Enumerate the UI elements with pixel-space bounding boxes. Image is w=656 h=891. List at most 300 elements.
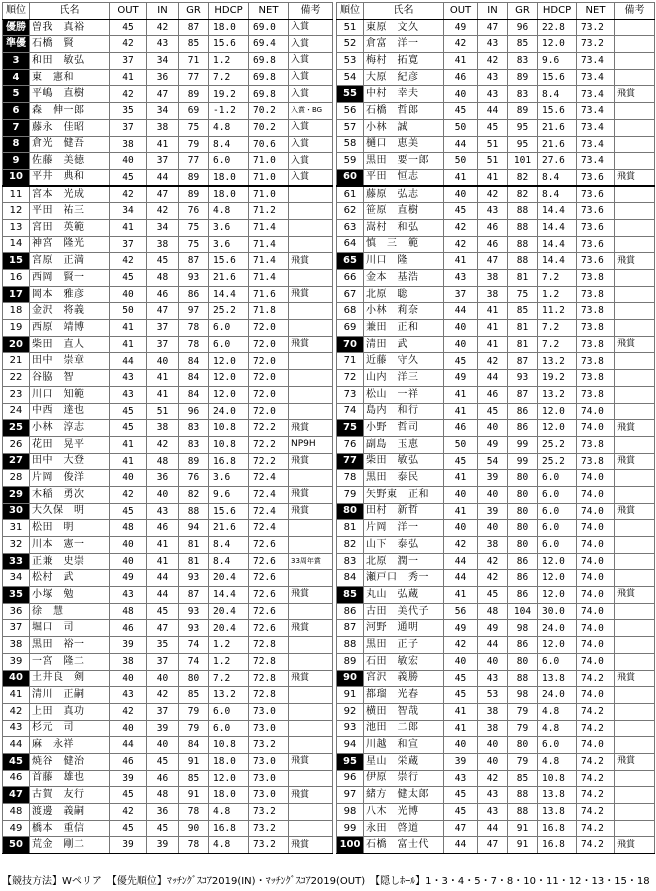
- net-cell: 74.2: [577, 820, 615, 837]
- out-cell: 42: [110, 36, 147, 53]
- hdcp-cell: 6.0: [209, 336, 249, 353]
- rank-cell: 54: [337, 69, 364, 86]
- in-cell: 43: [478, 787, 508, 804]
- net-cell: 73.0: [249, 703, 289, 720]
- net-cell: 74.0: [577, 603, 615, 620]
- in-cell: 44: [478, 637, 508, 654]
- net-cell: 73.2: [577, 19, 615, 36]
- net-cell: 69.8: [249, 53, 289, 70]
- note-cell: 飛賞: [615, 587, 655, 604]
- name-cell: 岡本 雅彦: [30, 286, 110, 303]
- table-row: [337, 420, 655, 437]
- note-cell: [615, 236, 655, 253]
- out-cell: 40: [110, 153, 147, 170]
- hdcp-cell: 8.4: [209, 537, 249, 554]
- name-cell: 松村 武: [30, 570, 110, 587]
- in-cell: 43: [478, 36, 508, 53]
- in-cell: 41: [147, 553, 179, 570]
- name-cell: 田中 崇章: [30, 353, 110, 370]
- header-name: 氏名: [364, 3, 444, 20]
- name-cell: 兼田 正和: [364, 320, 444, 337]
- rank-cell: 21: [3, 353, 30, 370]
- rank-cell: 92: [337, 703, 364, 720]
- net-cell: 73.8: [577, 320, 615, 337]
- table-row: [3, 119, 333, 136]
- rank-cell: 36: [3, 603, 30, 620]
- name-cell: 小野 哲司: [364, 420, 444, 437]
- net-cell: 71.8: [249, 303, 289, 320]
- rank-cell: 50: [3, 837, 30, 854]
- rank-cell: 86: [337, 603, 364, 620]
- gr-cell: 96: [179, 403, 209, 420]
- net-cell: 74.0: [577, 486, 615, 503]
- rank-cell: 17: [3, 286, 30, 303]
- gr-cell: 80: [508, 503, 538, 520]
- out-cell: 45: [444, 353, 478, 370]
- in-cell: 47: [478, 253, 508, 270]
- table-row: [3, 837, 333, 854]
- net-cell: 74.2: [577, 837, 615, 854]
- note-cell: [615, 537, 655, 554]
- gr-cell: 82: [508, 186, 538, 203]
- note-cell: 飛賞: [289, 336, 333, 353]
- note-cell: [289, 270, 333, 287]
- name-cell: 黒田 泰民: [364, 470, 444, 487]
- gr-cell: 83: [508, 86, 538, 103]
- rank-cell: 47: [3, 787, 30, 804]
- note-cell: [615, 103, 655, 120]
- note-cell: 飛賞: [615, 420, 655, 437]
- gr-cell: 78: [179, 320, 209, 337]
- net-cell: 72.8: [249, 653, 289, 670]
- net-cell: 73.0: [249, 720, 289, 737]
- hdcp-cell: 11.2: [538, 303, 577, 320]
- name-cell: 石田 敏宏: [364, 653, 444, 670]
- out-cell: 42: [110, 86, 147, 103]
- hdcp-cell: 7.2: [538, 320, 577, 337]
- gr-cell: 89: [179, 86, 209, 103]
- note-cell: 入賞: [289, 86, 333, 103]
- rank-cell: 85: [337, 587, 364, 604]
- net-cell: 74.2: [577, 770, 615, 787]
- note-cell: [615, 820, 655, 837]
- hdcp-cell: 6.0: [538, 470, 577, 487]
- net-cell: 73.8: [577, 303, 615, 320]
- out-cell: 39: [110, 637, 147, 654]
- in-cell: 51: [147, 403, 179, 420]
- out-cell: 45: [110, 19, 147, 36]
- note-cell: [615, 720, 655, 737]
- net-cell: 71.2: [249, 203, 289, 220]
- gr-cell: 87: [508, 386, 538, 403]
- rank-cell: 89: [337, 653, 364, 670]
- gr-cell: 85: [179, 687, 209, 704]
- note-cell: [615, 687, 655, 704]
- net-cell: 72.6: [249, 620, 289, 637]
- in-cell: 43: [147, 36, 179, 53]
- in-cell: 41: [147, 386, 179, 403]
- gr-cell: 91: [508, 837, 538, 854]
- gr-cell: 80: [508, 520, 538, 537]
- net-cell: 73.4: [577, 136, 615, 153]
- hdcp-cell: 13.2: [538, 353, 577, 370]
- hdcp-cell: 14.4: [538, 219, 577, 236]
- table-row: [337, 219, 655, 236]
- header-note: 備考: [289, 3, 333, 20]
- gr-cell: 86: [179, 286, 209, 303]
- gr-cell: 81: [179, 553, 209, 570]
- table-row: [3, 336, 333, 353]
- in-cell: 39: [478, 503, 508, 520]
- hdcp-cell: 8.4: [538, 186, 577, 203]
- name-cell: 金沢 将義: [30, 303, 110, 320]
- name-cell: 八木 光博: [364, 804, 444, 821]
- table-row: [3, 53, 333, 70]
- name-cell: 藤原 弘志: [364, 186, 444, 203]
- net-cell: 74.0: [577, 470, 615, 487]
- note-cell: [615, 403, 655, 420]
- net-cell: 73.2: [577, 36, 615, 53]
- out-cell: 46: [444, 420, 478, 437]
- in-cell: 49: [478, 436, 508, 453]
- out-cell: 39: [110, 770, 147, 787]
- out-cell: 40: [444, 86, 478, 103]
- out-cell: 45: [110, 787, 147, 804]
- in-cell: 40: [478, 420, 508, 437]
- header-row: [3, 3, 333, 20]
- rank-cell: 49: [3, 820, 30, 837]
- note-cell: [615, 703, 655, 720]
- out-cell: 49: [444, 19, 478, 36]
- in-cell: 38: [478, 703, 508, 720]
- hdcp-cell: 6.0: [538, 503, 577, 520]
- gr-cell: 86: [508, 570, 538, 587]
- in-cell: 34: [147, 103, 179, 120]
- rank-cell: 97: [337, 787, 364, 804]
- name-cell: 川口 隆: [364, 253, 444, 270]
- table-row: [337, 653, 655, 670]
- net-cell: 73.4: [577, 86, 615, 103]
- rank-cell: 41: [3, 687, 30, 704]
- gr-cell: 75: [179, 119, 209, 136]
- rank-cell: 準優: [3, 36, 30, 53]
- note-cell: [615, 320, 655, 337]
- in-cell: 42: [147, 19, 179, 36]
- table-row: [337, 720, 655, 737]
- net-cell: 72.6: [249, 570, 289, 587]
- net-cell: 74.0: [577, 587, 615, 604]
- rank-cell: 70: [337, 336, 364, 353]
- note-cell: 入賞: [289, 136, 333, 153]
- table-row: [3, 503, 333, 520]
- note-cell: 飛賞: [615, 503, 655, 520]
- rank-cell: 58: [337, 136, 364, 153]
- out-cell: 40: [110, 286, 147, 303]
- gr-cell: 76: [179, 203, 209, 220]
- rank-cell: 39: [3, 653, 30, 670]
- hdcp-cell: 3.6: [209, 236, 249, 253]
- out-cell: 37: [110, 236, 147, 253]
- in-cell: 51: [478, 136, 508, 153]
- in-cell: 47: [147, 86, 179, 103]
- name-cell: 上田 真功: [30, 703, 110, 720]
- gr-cell: 83: [179, 436, 209, 453]
- gr-cell: 86: [508, 553, 538, 570]
- gr-cell: 75: [179, 236, 209, 253]
- note-cell: [615, 136, 655, 153]
- net-cell: 74.2: [577, 670, 615, 687]
- hdcp-cell: 3.6: [209, 219, 249, 236]
- net-cell: 72.6: [249, 587, 289, 604]
- out-cell: 44: [444, 136, 478, 153]
- hdcp-cell: 24.0: [538, 620, 577, 637]
- out-cell: 50: [444, 153, 478, 170]
- net-cell: 69.8: [249, 86, 289, 103]
- table-row: [3, 537, 333, 554]
- gr-cell: 89: [508, 103, 538, 120]
- rank-cell: 63: [337, 219, 364, 236]
- rank-cell: 55: [337, 86, 364, 103]
- note-cell: [289, 520, 333, 537]
- in-cell: 46: [478, 386, 508, 403]
- rank-cell: 100: [337, 837, 364, 854]
- hdcp-cell: 21.6: [209, 270, 249, 287]
- note-cell: [615, 36, 655, 53]
- table-row: [3, 553, 333, 570]
- hdcp-cell: 6.0: [538, 486, 577, 503]
- out-cell: 40: [444, 520, 478, 537]
- table-row: [337, 837, 655, 854]
- note-cell: 入賞: [289, 36, 333, 53]
- in-cell: 44: [147, 570, 179, 587]
- in-cell: 37: [147, 153, 179, 170]
- gr-cell: 91: [179, 753, 209, 770]
- header-row: [337, 3, 655, 20]
- net-cell: 74.2: [577, 703, 615, 720]
- hdcp-cell: 14.4: [538, 203, 577, 220]
- table-row: [337, 620, 655, 637]
- name-cell: 伊原 崇行: [364, 770, 444, 787]
- name-cell: 石橋 哲郎: [364, 103, 444, 120]
- in-cell: 37: [147, 703, 179, 720]
- gr-cell: 80: [508, 486, 538, 503]
- in-cell: 37: [147, 653, 179, 670]
- rank-cell: 87: [337, 620, 364, 637]
- net-cell: 74.2: [577, 804, 615, 821]
- gr-cell: 99: [508, 453, 538, 470]
- name-cell: 東 憲和: [30, 69, 110, 86]
- out-cell: 45: [110, 403, 147, 420]
- gr-cell: 83: [179, 420, 209, 437]
- net-cell: 73.6: [577, 219, 615, 236]
- out-cell: 35: [110, 103, 147, 120]
- note-cell: 飛賞: [289, 503, 333, 520]
- name-cell: 樋口 恵美: [364, 136, 444, 153]
- net-cell: 72.4: [249, 470, 289, 487]
- hdcp-cell: 21.6: [538, 136, 577, 153]
- note-cell: [615, 303, 655, 320]
- out-cell: 46: [444, 69, 478, 86]
- gr-cell: 95: [508, 136, 538, 153]
- out-cell: 40: [444, 737, 478, 754]
- table-row: [337, 453, 655, 470]
- rank-cell: 74: [337, 403, 364, 420]
- out-cell: 46: [110, 620, 147, 637]
- net-cell: 74.0: [577, 403, 615, 420]
- note-cell: 飛賞: [289, 253, 333, 270]
- name-cell: 横田 智哉: [364, 703, 444, 720]
- gr-cell: 89: [508, 69, 538, 86]
- gr-cell: 82: [508, 169, 538, 186]
- rank-cell: 84: [337, 570, 364, 587]
- net-cell: 71.6: [249, 286, 289, 303]
- note-cell: 飛賞: [615, 837, 655, 854]
- rank-cell: 35: [3, 587, 30, 604]
- name-cell: 田中 大登: [30, 453, 110, 470]
- note-cell: [615, 470, 655, 487]
- in-cell: 43: [478, 670, 508, 687]
- name-cell: 大久保 明: [30, 503, 110, 520]
- table-row: [337, 303, 655, 320]
- header-hdcp: HDCP: [538, 3, 577, 20]
- table-row: [337, 236, 655, 253]
- note-cell: [289, 386, 333, 403]
- hdcp-cell: 16.8: [538, 837, 577, 854]
- hdcp-cell: 6.0: [209, 720, 249, 737]
- rank-cell: 96: [337, 770, 364, 787]
- hdcp-cell: 10.8: [209, 436, 249, 453]
- note-cell: [615, 804, 655, 821]
- net-cell: 72.8: [249, 687, 289, 704]
- hdcp-cell: 19.2: [209, 86, 249, 103]
- in-cell: 40: [147, 670, 179, 687]
- rank-cell: 13: [3, 219, 30, 236]
- table-row: [3, 286, 333, 303]
- gr-cell: 86: [508, 587, 538, 604]
- name-cell: 西岡 賢一: [30, 270, 110, 287]
- in-cell: 45: [478, 119, 508, 136]
- name-cell: 川越 和宣: [364, 737, 444, 754]
- note-cell: [289, 320, 333, 337]
- name-cell: 清川 正嗣: [30, 687, 110, 704]
- note-cell: 入賞: [289, 153, 333, 170]
- gr-cell: 87: [508, 353, 538, 370]
- rank-cell: 19: [3, 320, 30, 337]
- rank-cell: 27: [3, 453, 30, 470]
- hdcp-cell: 8.4: [209, 136, 249, 153]
- name-cell: 金本 基浩: [364, 270, 444, 287]
- gr-cell: 81: [508, 270, 538, 287]
- note-cell: 入賞: [289, 169, 333, 186]
- table-row: [3, 737, 333, 754]
- hdcp-cell: 12.0: [209, 370, 249, 387]
- rank-cell: 30: [3, 503, 30, 520]
- note-cell: 飛賞: [615, 86, 655, 103]
- table-row: [337, 169, 655, 186]
- in-cell: 43: [478, 804, 508, 821]
- in-cell: 38: [147, 119, 179, 136]
- in-cell: 39: [147, 720, 179, 737]
- rank-cell: 51: [337, 19, 364, 36]
- net-cell: 71.0: [249, 153, 289, 170]
- table-row: [3, 403, 333, 420]
- in-cell: 36: [147, 804, 179, 821]
- net-cell: 74.0: [577, 503, 615, 520]
- rank-cell: 26: [3, 436, 30, 453]
- net-cell: 73.6: [577, 186, 615, 203]
- in-cell: 44: [478, 103, 508, 120]
- name-cell: 梅村 拓寛: [364, 53, 444, 70]
- in-cell: 47: [147, 186, 179, 203]
- hdcp-cell: 4.8: [538, 720, 577, 737]
- name-cell: 慎 三 範: [364, 236, 444, 253]
- gr-cell: 96: [508, 19, 538, 36]
- in-cell: 46: [478, 219, 508, 236]
- gr-cell: 87: [179, 253, 209, 270]
- note-cell: [289, 804, 333, 821]
- name-cell: 宮田 英範: [30, 219, 110, 236]
- rank-cell: 94: [337, 737, 364, 754]
- gr-cell: 85: [179, 36, 209, 53]
- gr-cell: 95: [508, 119, 538, 136]
- rank-cell: 28: [3, 470, 30, 487]
- gr-cell: 93: [179, 620, 209, 637]
- hdcp-cell: 12.0: [538, 36, 577, 53]
- out-cell: 37: [110, 119, 147, 136]
- rank-cell: 67: [337, 286, 364, 303]
- hdcp-cell: 15.6: [209, 36, 249, 53]
- rank-cell: 10: [3, 169, 30, 186]
- gr-cell: 89: [179, 169, 209, 186]
- table-row: [337, 103, 655, 120]
- net-cell: 73.4: [577, 119, 615, 136]
- hdcp-cell: 4.8: [209, 203, 249, 220]
- table-row: [3, 270, 333, 287]
- out-cell: 50: [444, 436, 478, 453]
- rank-cell: 25: [3, 420, 30, 437]
- hdcp-cell: 12.0: [538, 637, 577, 654]
- hdcp-cell: 24.0: [538, 687, 577, 704]
- table-row: [3, 19, 333, 36]
- in-cell: 35: [147, 637, 179, 654]
- hdcp-cell: 25.2: [538, 453, 577, 470]
- in-cell: 41: [478, 303, 508, 320]
- name-cell: 徐 慧: [30, 603, 110, 620]
- net-cell: 72.4: [249, 503, 289, 520]
- rank-cell: 91: [337, 687, 364, 704]
- out-cell: 41: [444, 253, 478, 270]
- table-row: [3, 320, 333, 337]
- gr-cell: 80: [179, 670, 209, 687]
- name-cell: 川本 憲一: [30, 537, 110, 554]
- rank-cell: 75: [337, 420, 364, 437]
- rank-cell: 62: [337, 203, 364, 220]
- out-cell: 42: [110, 804, 147, 821]
- rank-cell: 40: [3, 670, 30, 687]
- net-cell: 73.6: [577, 236, 615, 253]
- out-cell: 50: [444, 119, 478, 136]
- hdcp-cell: 7.2: [538, 270, 577, 287]
- name-cell: 焼谷 健治: [30, 753, 110, 770]
- note-cell: [615, 520, 655, 537]
- in-cell: 42: [147, 203, 179, 220]
- name-cell: 山下 泰弘: [364, 537, 444, 554]
- note-cell: [615, 486, 655, 503]
- net-cell: 72.0: [249, 386, 289, 403]
- rank-cell: 23: [3, 386, 30, 403]
- name-cell: 小林 淳志: [30, 420, 110, 437]
- in-cell: 44: [147, 587, 179, 604]
